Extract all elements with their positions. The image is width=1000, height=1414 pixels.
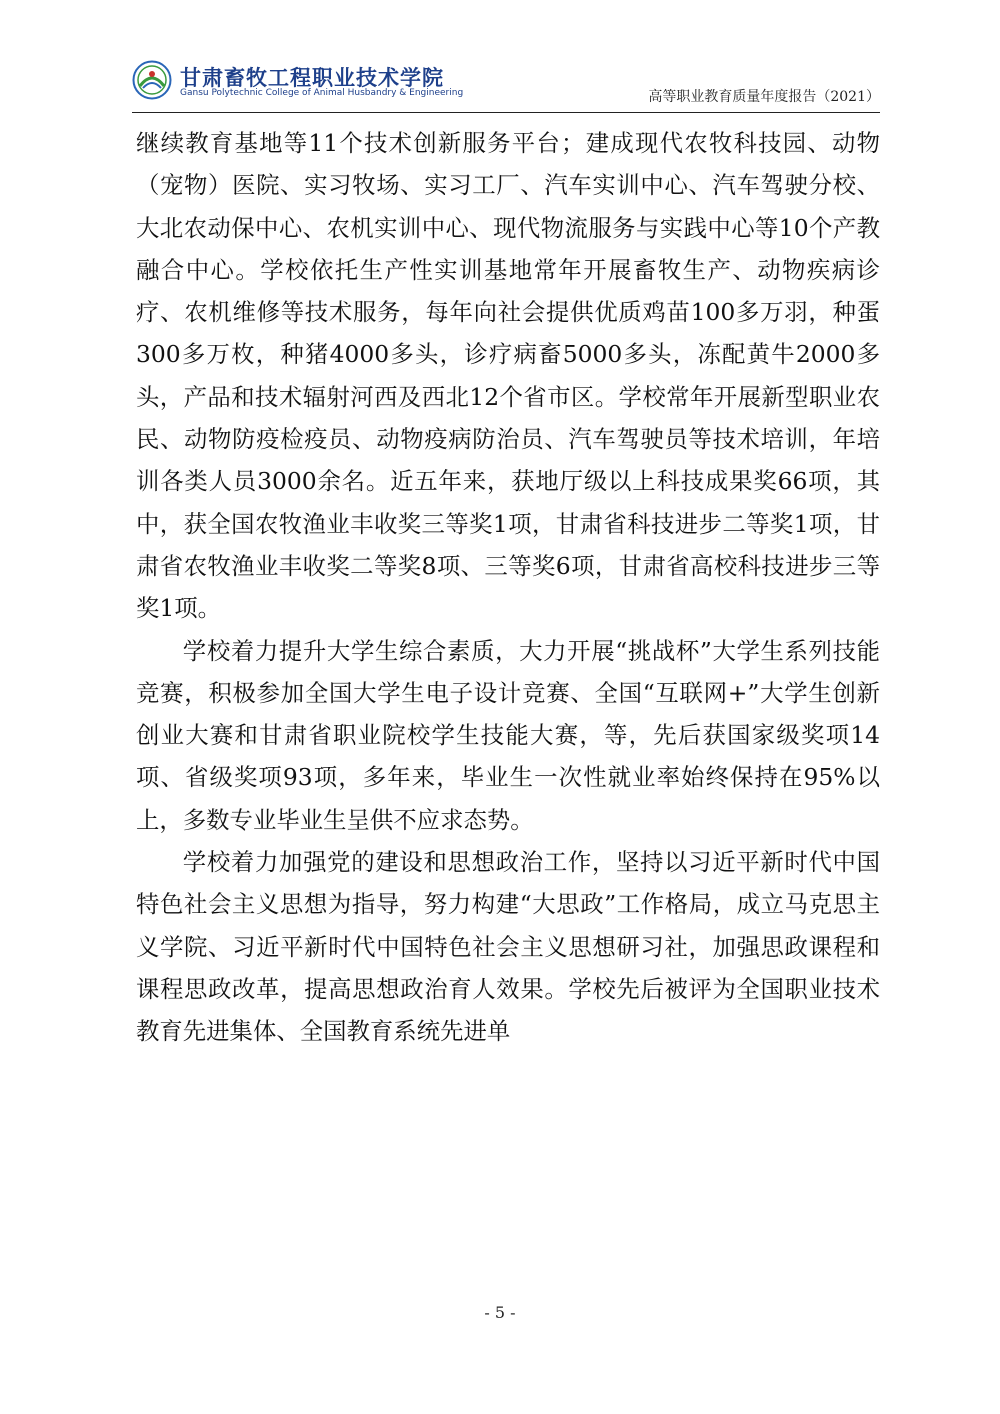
body-text	[136, 122, 880, 1053]
paragraph-1: 继续教育基地等11个技术创新服务平台；建成现代农牧科技园、动物（宠物）医院、实习牧场、实习工厂、汽车实训中心、汽车驾驶分校、大北农动保中心、农机实训中心、现代物流服务与实践中心等10个产教融合中心。学校依托生产性实训基地常年开展畜牧生产、动物疾病诊疗、农机维修等技术服务，每年向社会提供优质鸡苗100多万羽，种蛋300多万枚，种猪4000多头，诊疗病畜5000多头，冻配黄牛2000多头，产品和技术辐射河西及西北12个省市区。学校常年开展新型职业农民、动物防疫检疫员、动物疫病防治员、汽车驾驶员等技术培训，年培训各类人员3000余名。近五年来，获地厅级以上科技成果奖66项，其中，获全国农牧渔业丰收奖三等奖1项，甘肃省科技进步二等奖1项，甘肃省农牧渔业丰收奖二等奖8项、三等奖6项，甘肃省高校科技进步三等奖1项。	[136, 129, 880, 623]
paragraph-3: 学校着力加强党的建设和思想政治工作，坚持以习近平新时代中国特色社会主义思想为指导，努力构建“大思政”工作格局，成立马克思主义学院、习近平新时代中国特色社会主义思想研习社，加强思政课程和课程思政改革，提高思想政治育人效果。学校先后被评为全国职业技术教育先进集体、全国教育系统先进单	[136, 848, 880, 1046]
school-name-english: Gansu Polytechnic College of Animal Husbandry & Engineering	[180, 88, 464, 98]
report-title: 高等职业教育质量年度报告（2021）	[648, 89, 880, 105]
page-number: - 5 -	[484, 1303, 516, 1322]
school-name: 甘肃畜牧工程职业技术学院	[180, 65, 444, 90]
page-header	[132, 60, 880, 108]
school-logo-icon	[132, 60, 172, 100]
paragraph-2: 学校着力提升大学生综合素质，大力开展“挑战杯”大学生系列技能竞赛，积极参加全国大学生电子设计竞赛、全国“互联网+”大学生创新创业大赛和甘肃省职业院校学生技能大赛，等，先后获国家级奖项14项、省级奖项93项，多年来，毕业生一次性就业率始终保持在95%以上，多数专业毕业生呈供不应求态势。	[136, 636, 880, 834]
header-divider	[132, 112, 880, 113]
